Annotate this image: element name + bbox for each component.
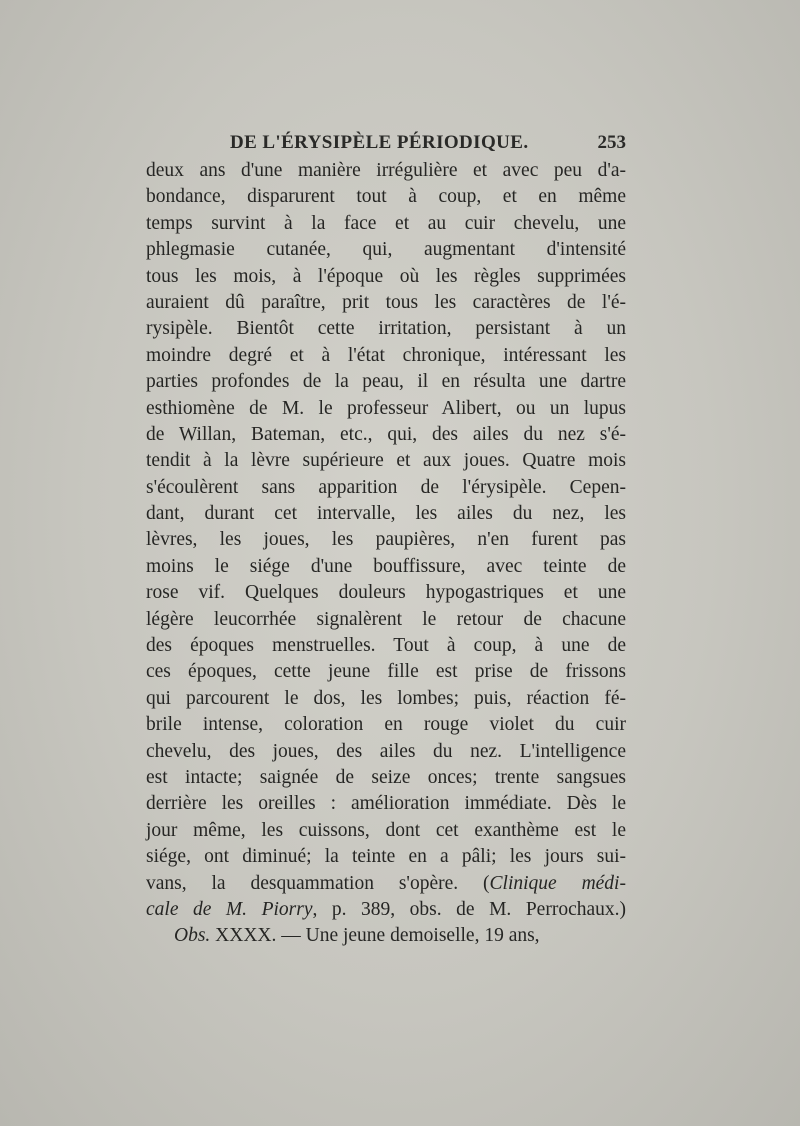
text-line: de Willan, Bateman, etc., qui, des ailes du nez s'é-: [146, 423, 626, 445]
text-line: tendit à la lèvre supérieure et aux joues. Quatre mois: [146, 450, 626, 472]
text-line: auraient dû paraître, prit tous les caractères de l'é-: [146, 291, 626, 313]
text-line: des époques menstruelles. Tout à coup, à une de: [146, 635, 626, 657]
text-line: dant, durant cet intervalle, les ailes du nez, les: [146, 503, 626, 525]
text-line: chevelu, des joues, des ailes du nez. L'intelligence: [146, 740, 626, 762]
text-line: qui parcourent le dos, les lombes; puis, réaction fé-: [146, 687, 626, 709]
text-line: phlegmasie cutanée, qui, augmentant d'intensité: [146, 239, 626, 261]
text-line: parties profondes de la peau, il en résulta une dartre: [146, 371, 626, 393]
text-line: [146, 871, 626, 897]
text-line: rose vif. Quelques douleurs hypogastriques et une: [146, 582, 626, 604]
text-line: tous les mois, à l'époque où les règles supprimées: [146, 265, 626, 287]
page-header: [230, 132, 626, 154]
text-line: brile intense, coloration en rouge violet du cuir: [146, 714, 626, 736]
running-title: DE L'ÉRYSIPÈLE PÉRIODIQUE.: [230, 132, 529, 153]
text-line: moins le siége d'une bouffissure, avec teinte de: [146, 555, 626, 577]
text-line: moindre degré et à l'état chronique, intéressant les: [146, 344, 626, 366]
text-line: jour même, les cuissons, dont cet exanthème est le: [146, 819, 626, 841]
text-fragment: XXXX. — Une jeune demoiselle, 19 ans,: [210, 925, 540, 947]
observation-heading-line: [146, 923, 626, 949]
text-line: lèvres, les joues, les paupières, n'en furent pas: [146, 529, 626, 551]
text-line: deux ans d'une manière irrégulière et avec peu d'a-: [146, 160, 626, 181]
italic-citation: cale de M. Piorry: [146, 898, 313, 920]
obs-label: Obs.: [174, 925, 211, 947]
text-line: s'écoulèrent sans apparition de l'érysipèle. Cepen-: [146, 476, 626, 498]
text-line: légère leucorrhée signalèrent le retour de chacune: [146, 608, 626, 630]
text-line: esthiomène de M. le professeur Alibert, ou un lupus: [146, 397, 626, 419]
text-line: temps survint à la face et au cuir chevelu, une: [146, 212, 626, 234]
text-line: ces époques, cette jeune fille est prise de frissons: [146, 661, 626, 683]
text-line: rysipèle. Bientôt cette irritation, persistant à un: [146, 318, 626, 340]
text-fragment: vans, la desquammation s'opère. (: [146, 872, 490, 894]
text-line: est intacte; saignée de seize onces; trente sangsues: [146, 766, 626, 788]
text-line: siége, ont diminué; la teinte en a pâli; les jours sui-: [146, 846, 626, 868]
page-number: 253: [597, 132, 626, 153]
text-line: [146, 897, 626, 923]
body-text: [146, 158, 626, 950]
text-fragment: , p. 389, obs. de M. Perrochaux.): [312, 898, 626, 920]
text-line: derrière les oreilles : amélioration immédiate. Dès le: [146, 793, 626, 815]
italic-citation: Clinique médi-: [489, 872, 626, 894]
text-line: bondance, disparurent tout à coup, et en même: [146, 186, 626, 208]
